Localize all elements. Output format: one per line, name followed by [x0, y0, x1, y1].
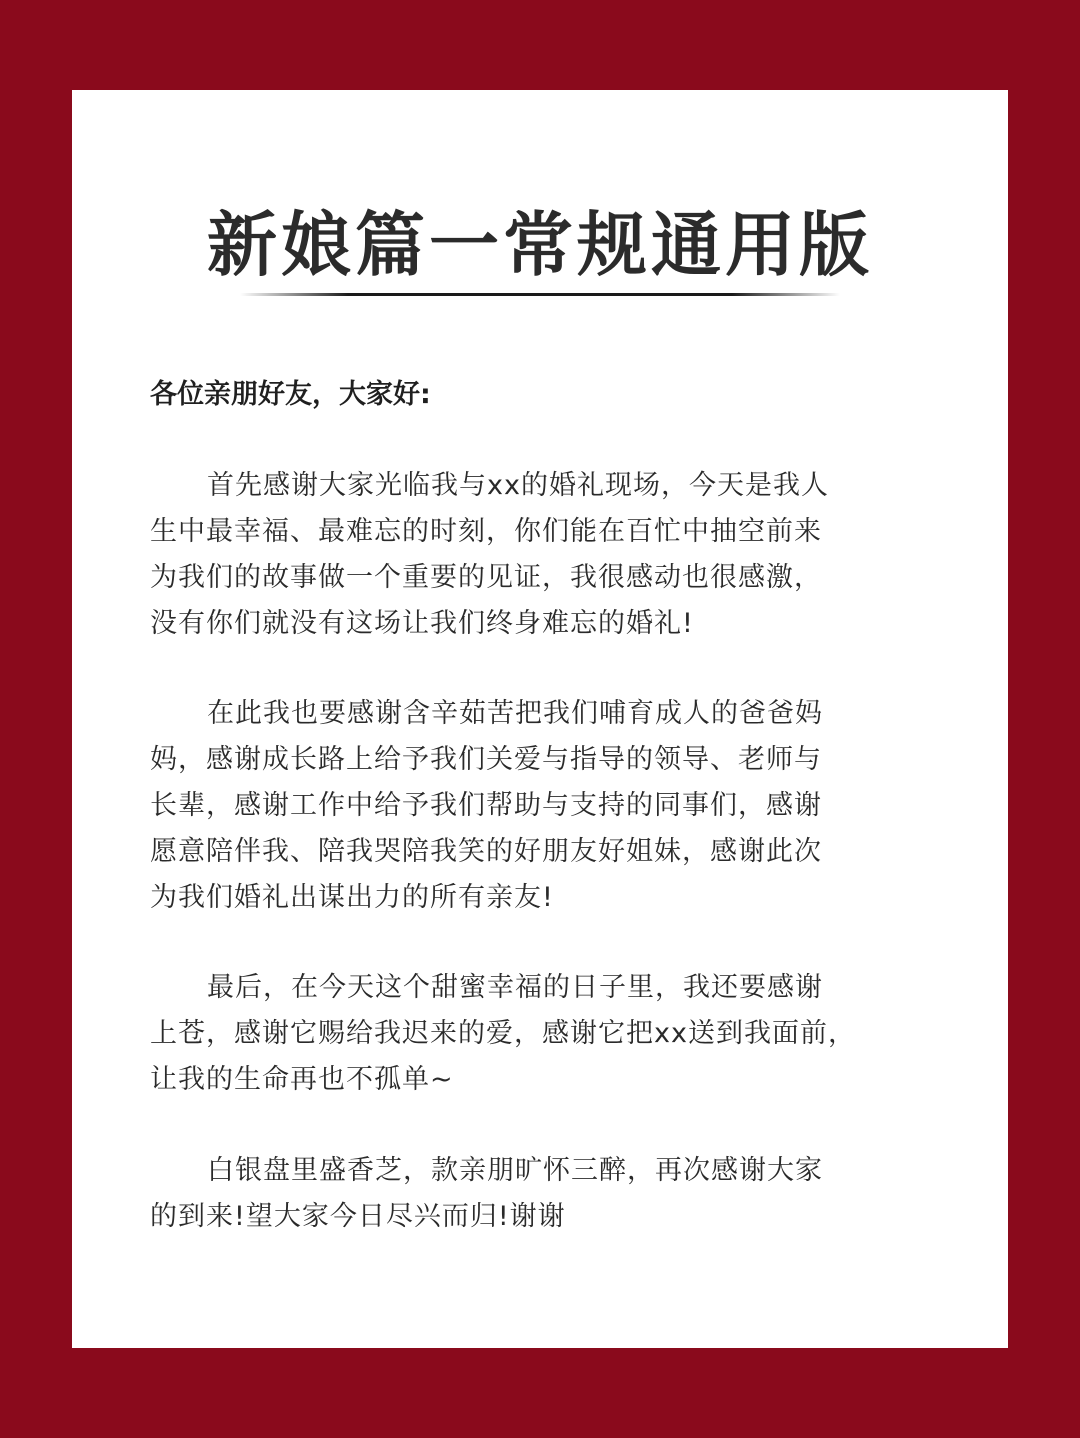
title-divider — [240, 293, 840, 296]
page-title: 新娘篇一常规通用版 — [207, 204, 873, 286]
paragraph-1 — [150, 463, 930, 647]
paragraph-line: 为我们的故事做一个重要的见证，我很感动也很感激， — [150, 562, 822, 593]
paragraph-line: 生中最幸福、最难忘的时刻，你们能在百忙中抽空前来 — [150, 516, 822, 547]
greeting: 各位亲朋好友，大家好: — [150, 379, 431, 410]
paragraph-line: 的到来!望大家今日尽兴而归!谢谢 — [150, 1201, 566, 1232]
paragraph-line: 让我的生命再也不孤单~ — [150, 1064, 454, 1095]
paragraph-line: 为我们婚礼出谋出力的所有亲友! — [150, 882, 554, 913]
paragraph-line: 首先感谢大家光临我与xx的婚礼现场，今天是我人 — [207, 470, 829, 501]
paragraph-2 — [150, 691, 930, 921]
paragraph-line: 妈，感谢成长路上给予我们关爱与指导的领导、老师与 — [150, 744, 822, 775]
paragraph-3 — [150, 965, 930, 1103]
paragraph-line: 在此我也要感谢含辛茹苦把我们哺育成人的爸爸妈 — [207, 698, 823, 729]
paragraph-4 — [150, 1148, 930, 1240]
paragraph-line: 愿意陪伴我、陪我哭陪我笑的好朋友好姐妹，感谢此次 — [150, 836, 822, 867]
paragraph-line: 长辈，感谢工作中给予我们帮助与支持的同事们，感谢 — [150, 790, 822, 821]
paragraph-line: 白银盘里盛香芝，款亲朋旷怀三醉，再次感谢大家 — [207, 1155, 823, 1186]
paragraph-line: 上苍，感谢它赐给我迟来的爱，感谢它把xx送到我面前， — [150, 1018, 856, 1049]
paragraph-line: 没有你们就没有这场让我们终身难忘的婚礼! — [150, 608, 694, 639]
paragraph-line: 最后，在今天这个甜蜜幸福的日子里，我还要感谢 — [207, 972, 823, 1003]
